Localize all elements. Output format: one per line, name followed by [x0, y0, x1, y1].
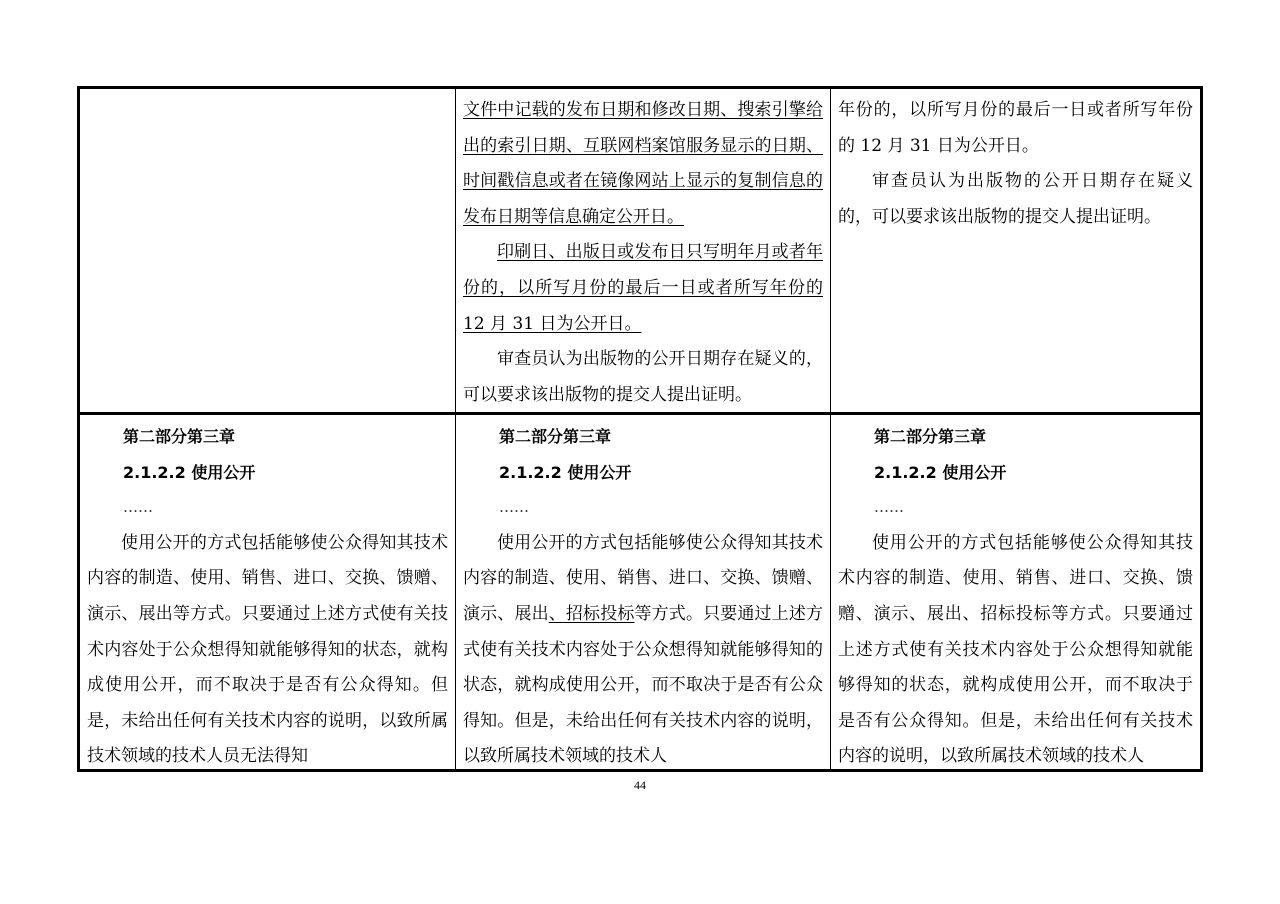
ellipsis: …… — [123, 498, 153, 517]
chapter-heading: 第二部分第三章 — [874, 427, 987, 446]
row2-col3-cell — [830, 415, 1200, 769]
row2-col1-cell — [80, 415, 455, 769]
chapter-heading: 第二部分第三章 — [123, 427, 236, 446]
row1-col2-para1: 文件中记载的发布日期和修改日期、搜索引擎给出的索引日期、互联网档案馆服务显示的日期、时间戳信息或者在镜像网站上显示的复制信息的发布日期等信息确定公开日。 — [463, 100, 823, 227]
row1-col2-para2-text: 印刷日、出版日或发布日只写明年月或者年份的，以所写月份的最后一日或者所写年份的 12 月 31 日为公开日。 — [463, 242, 823, 334]
row1-col3-para1: 年份的，以所写月份的最后一日或者所写年份的 12 月 31 日为公开日。 — [838, 100, 1193, 156]
body-text: 等方式。只要通过上述方式使有关技术内容处于公众想得知就能够得知的状态，就构成使用公开，而不取决于是否有公众得知。但是，未给出任何有关技术内容的说明，以致所属技术领域的技术人 — [463, 603, 823, 767]
row1-col3-cell — [830, 89, 1200, 412]
ellipsis: …… — [874, 498, 904, 517]
table-row — [80, 89, 1200, 412]
row2-col3-body: 使用公开的方式包括能够使公众得知其技术内容的制造、使用、销售、进口、交换、馈赠、演示、展出、招标投标等方式。只要通过上述方式使有关技术内容处于公众想得知就能够得知的状态，就构成使用公开，而不取决于是否有公众得知。但是，未给出任何有关技术内容的说明，以致所属技术领域的技术人 — [838, 532, 1193, 767]
row2-col1-body: 使用公开的方式包括能够使公众得知其技术内容的制造、使用、销售、进口、交换、馈赠、演示、展出等方式。只要通过上述方式使有关技术内容处于公众想得知就能够得知的状态，就构成使用公开，而不取决于是否有公众得知。但是，未给出任何有关技术内容的说明，以致所属技术领域的技术人员无法得知 — [87, 532, 448, 767]
section-heading: 2.1.2.2 使用公开 — [123, 462, 256, 482]
row1-col2-cell — [455, 89, 830, 412]
row2-col2-body — [463, 526, 823, 769]
row1-col2-para2 — [463, 235, 823, 342]
comparison-table — [77, 86, 1203, 772]
row2-col2-cell — [455, 415, 830, 769]
ellipsis: …… — [499, 498, 529, 517]
page-number: 44 — [634, 778, 646, 792]
chapter-heading: 第二部分第三章 — [499, 427, 612, 446]
table-row — [80, 412, 1200, 769]
row1-col2-para3: 审查员认为出版物的公开日期存在疑义的，可以要求该出版物的提交人提出证明。 — [463, 349, 823, 405]
body-text: 使用公开的方式包括能够使公众得知其技术内容的制造、使用、销售、进口、交换、馈赠、演示、展出 — [463, 532, 823, 624]
row1-col1-cell — [80, 89, 455, 412]
section-heading: 2.1.2.2 使用公开 — [499, 462, 632, 482]
row1-col3-para2: 审查员认为出版物的公开日期存在疑义的，可以要求该出版物的提交人提出证明。 — [838, 171, 1193, 227]
inserted-text: 、招标投标 — [548, 603, 635, 624]
section-heading: 2.1.2.2 使用公开 — [874, 462, 1007, 482]
